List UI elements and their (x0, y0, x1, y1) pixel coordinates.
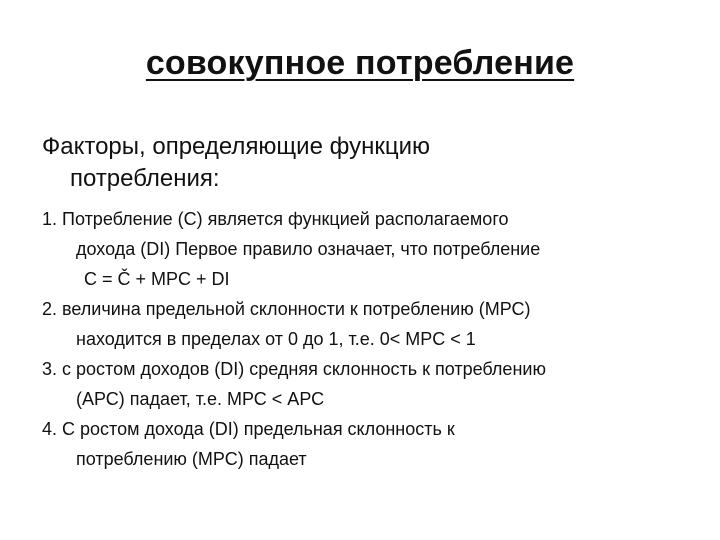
factor-list (42, 204, 692, 474)
list-item-1-line-2: дохода (DI) Первое правило означает, что потребление (76, 239, 541, 259)
list-item-4-line-2: потреблению (МРС) падает (76, 449, 307, 469)
list-item-1-formula: C = Č + MPC + DI (84, 269, 230, 289)
subtitle-line-2: потребления: (70, 165, 220, 192)
list-item-4-line-1: 4. С ростом дохода (DI) предельная склонность к (42, 419, 455, 439)
list-item-2-line-1: 2. величина предельной склонности к потреблению (МРС) (42, 299, 531, 319)
slide-title: совокупное потребление (145, 44, 575, 82)
list-item-3-line-1: 3. с ростом доходов (DI) средняя склонность к потреблению (42, 359, 546, 379)
list-item-3-line-2: (АРС) падает, т.е. МРС < АРС (76, 389, 325, 409)
slide-subtitle (42, 131, 642, 195)
list-item-1-line-1: 1. Потребление (С) является функцией располагаемого (42, 209, 509, 229)
subtitle-line-1: Факторы, определяющие функцию (42, 133, 430, 160)
list-item-2-line-2: находится в пределах от 0 до 1, т.е. 0< MPC < 1 (76, 329, 476, 349)
